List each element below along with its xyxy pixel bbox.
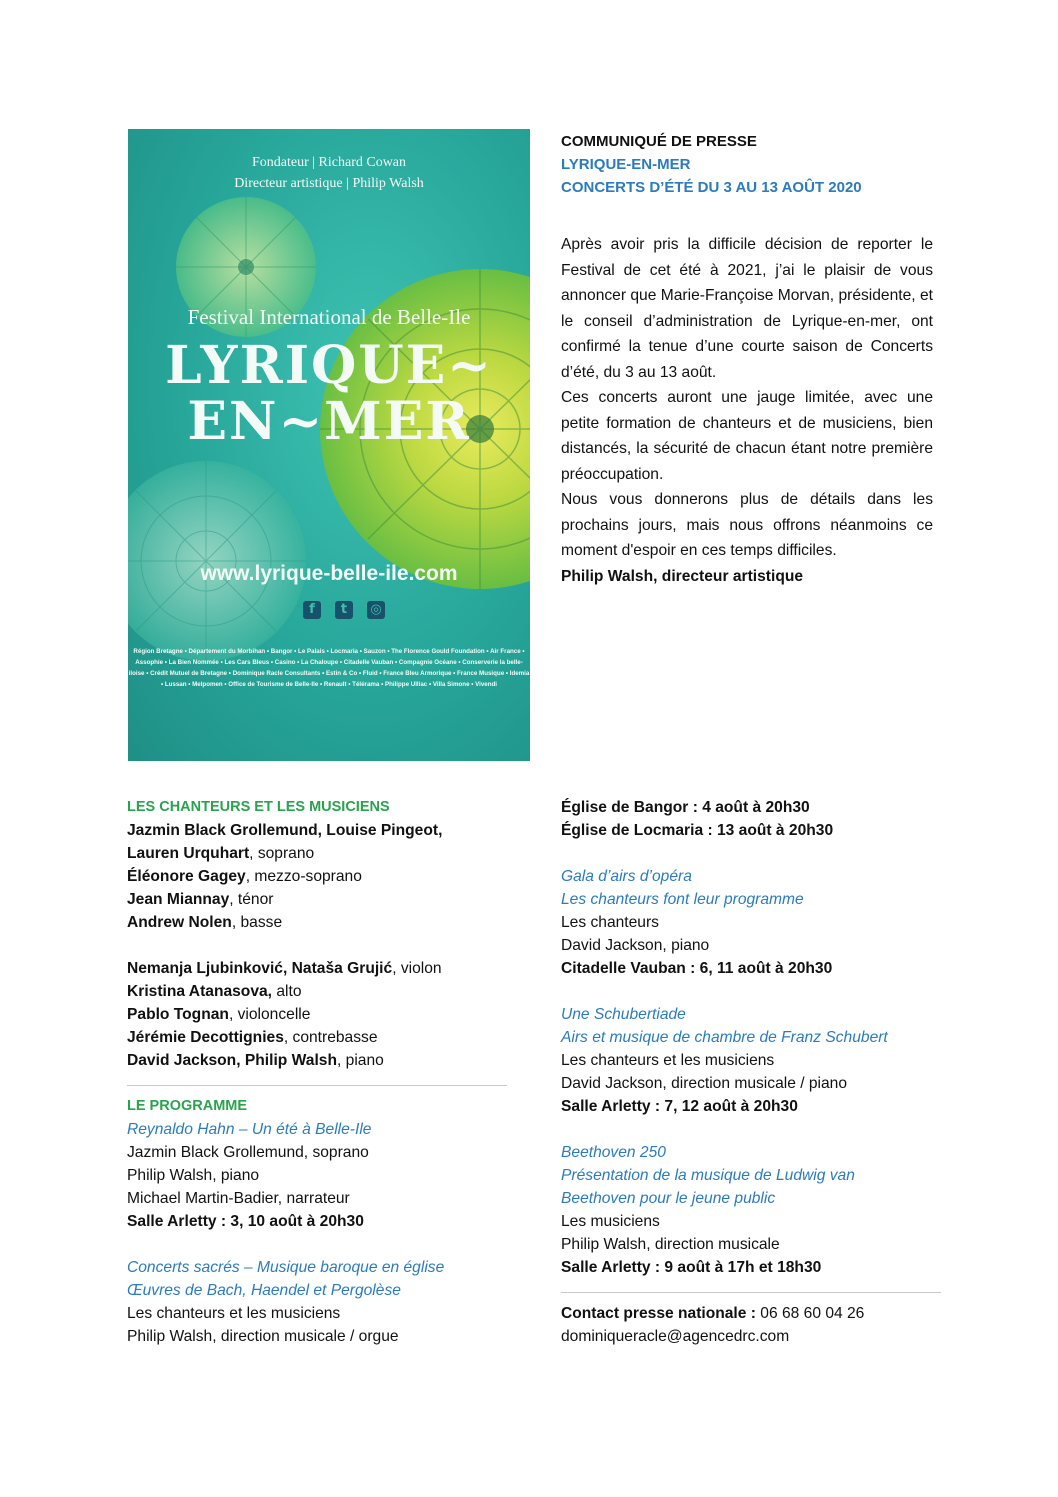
musician-line	[127, 1003, 507, 1026]
left-column	[127, 796, 507, 1348]
performer-role: , mezzo-soprano	[245, 868, 362, 885]
intro-paragraph-1: Après avoir pris la difficile décision de reporter le Festival de cet été à 2021, j’ai le plaisir de vous annoncer que Marie-Françoise Morvan, présidente, et le conseil d’administration de Lyrique-en-mer, ont confirmé la tenue d’une courte saison de Concerts d’été, du 3 au 13 août.	[561, 236, 933, 381]
intro-paragraph-2: Ces concerts auront une jauge limitée, avec une petite formation de chanteurs et de musiciens, bien distancés, la sécurité de chacun étant notre première préoccupation.	[561, 389, 933, 483]
concert-line: Les chanteurs et les musiciens	[561, 1052, 775, 1069]
concert-line: Les chanteurs	[561, 914, 659, 931]
press-dates: CONCERTS D’ÉTÉ DU 3 AU 13 AOÛT 2020	[561, 179, 862, 196]
concert-line: Jazmin Black Grollemund, soprano	[127, 1144, 369, 1161]
concert-venue: Salle Arletty : 9 août à 17h et 18h30	[561, 1259, 822, 1276]
concert-title: Reynaldo Hahn – Un été à Belle-Ile	[127, 1121, 372, 1138]
intro-signature: Philip Walsh, directeur artistique	[561, 567, 804, 585]
concert-line: Les musiciens	[561, 1213, 660, 1230]
poster-title-line2: EN~MER	[187, 391, 471, 452]
musician-role: , violoncelle	[228, 1006, 311, 1023]
musician-names: David Jackson, Philip Walsh	[127, 1052, 337, 1069]
contact-phone: 06 68 60 04 26	[755, 1305, 865, 1322]
concert-subtitle: Les chanteurs font leur programme	[561, 891, 804, 908]
spacer	[127, 934, 507, 957]
press-header	[561, 130, 937, 199]
poster-title-line1: LYRIQUE~	[165, 335, 493, 396]
performer-line	[127, 865, 507, 888]
performer-names: Éléonore Gagey	[127, 868, 246, 885]
musician-names: Pablo Tognan	[127, 1006, 229, 1023]
concert-title: Gala d’airs d’opéra	[561, 868, 692, 885]
concert-title: Concerts sacrés – Musique baroque en église	[127, 1259, 445, 1276]
poster-social-icons	[303, 601, 385, 619]
poster-founder: Fondateur | Richard Cowan	[251, 155, 407, 170]
performers-title: LES CHANTEURS ET LES MUSICIENS	[127, 799, 390, 815]
contact-email: dominiqueracle@agencedrc.com	[561, 1328, 790, 1345]
spacer	[561, 980, 941, 1003]
concert-venue: Salle Arletty : 3, 10 août à 20h30	[127, 1213, 364, 1230]
instagram-icon: ◎	[367, 601, 385, 619]
concert-title: Une Schubertiade	[561, 1006, 686, 1023]
concert-line: Philip Walsh, direction musicale / orgue	[127, 1328, 399, 1345]
musician-role: alto	[272, 983, 302, 1000]
performer-names: Jean Miannay	[127, 891, 230, 908]
concert-venue: Salle Arletty : 7, 12 août à 20h30	[561, 1098, 798, 1115]
intro-paragraph-3: Nous vous donnerons plus de détails dans les prochains jours, mais nous offrons néanmoins ce moment d'espoir en ces temps difficiles.	[561, 491, 933, 559]
musician-role: , piano	[337, 1052, 384, 1069]
concert-line: Philip Walsh, piano	[127, 1167, 260, 1184]
musician-names: Kristina Atanasova,	[127, 983, 273, 1000]
spacer	[561, 842, 941, 865]
poster-sponsors: Région Bretagne • Département du Morbihan • Bangor • Le Palais • Locmaria • Sauzon • The Florence Gould Foundation • Air France • Assophie • La Bien Nommée • Les Cars Bleus • Casino • La Chaloupe • Citadelle Vauban • Compagnie Océane • Conserverie la belle-iloise • Crédit Mutuel de Bretagne • Dominique Racle Consultants • Estin & Co • Fluid • France Bleu Armorique • France Musique • Idemia • Lussan • Melpomen • Office de Tourisme de Belle-Ile • Renault • Télérama • Philippe Ulliac • Villa Simone • Vivendi	[128, 648, 530, 688]
spacer	[127, 1233, 507, 1256]
musician-role: , violon	[392, 960, 442, 977]
concert-subtitle: Beethoven pour le jeune public	[561, 1190, 776, 1207]
intro-text	[561, 232, 933, 589]
concert-venue: Citadelle Vauban : 6, 11 août à 20h30	[561, 960, 833, 977]
twitter-icon: t	[335, 601, 353, 619]
musician-names: Nemanja Ljubinković, Nataša Grujić	[127, 960, 393, 977]
press-festival: LYRIQUE-EN-MER	[561, 156, 691, 173]
press-heading: COMMUNIQUÉ DE PRESSE	[561, 133, 757, 150]
concert-line: David Jackson, direction musicale / piano	[561, 1075, 848, 1092]
concert-venue: Église de Bangor : 4 août à 20h30	[561, 799, 810, 816]
contact-label: Contact presse nationale :	[561, 1305, 756, 1322]
performer-role: , soprano	[249, 845, 315, 862]
poster-director: Directeur artistique | Philip Walsh	[234, 176, 424, 191]
musician-names: Jérémie Decottignies	[127, 1029, 284, 1046]
performer-line	[127, 842, 507, 865]
musician-line	[127, 980, 507, 1003]
concert-subtitle: Airs et musique de chambre de Franz Schubert	[561, 1029, 888, 1046]
concert-subtitle: Présentation de la musique de Ludwig van	[561, 1167, 855, 1184]
performer-role: , basse	[231, 914, 283, 931]
performer-names: Andrew Nolen	[127, 914, 232, 931]
poster-website: www.lyrique-belle-ile.com	[200, 562, 458, 585]
musician-line	[127, 1049, 507, 1072]
performer-line	[127, 819, 507, 842]
divider	[561, 1292, 941, 1293]
programme-title: LE PROGRAMME	[127, 1098, 248, 1114]
concert-venue: Église de Locmaria : 13 août à 20h30	[561, 822, 834, 839]
musician-line	[127, 957, 507, 980]
musician-line	[127, 1026, 507, 1049]
divider	[127, 1085, 507, 1086]
performer-role: , ténor	[229, 891, 274, 908]
poster-festival-name: Festival International de Belle-Ile	[187, 305, 471, 329]
concert-line: Les chanteurs et les musiciens	[127, 1305, 341, 1322]
festival-poster	[128, 129, 530, 761]
concert-line: Michael Martin-Badier, narrateur	[127, 1190, 350, 1207]
concert-subtitle: Œuvres de Bach, Haendel et Pergolèse	[127, 1282, 401, 1299]
right-column	[561, 796, 941, 1348]
spacer	[561, 1118, 941, 1141]
performer-names: Lauren Urquhart	[127, 845, 250, 862]
facebook-icon: f	[303, 601, 321, 619]
musician-role: , contrebasse	[283, 1029, 378, 1046]
contact-line	[561, 1302, 941, 1325]
concert-title: Beethoven 250	[561, 1144, 666, 1161]
concert-line: David Jackson, piano	[561, 937, 710, 954]
performer-line	[127, 888, 507, 911]
performer-line	[127, 911, 507, 934]
concert-line: Philip Walsh, direction musicale	[561, 1236, 780, 1253]
performer-names: Jazmin Black Grollemund, Louise Pingeot,	[127, 822, 443, 839]
